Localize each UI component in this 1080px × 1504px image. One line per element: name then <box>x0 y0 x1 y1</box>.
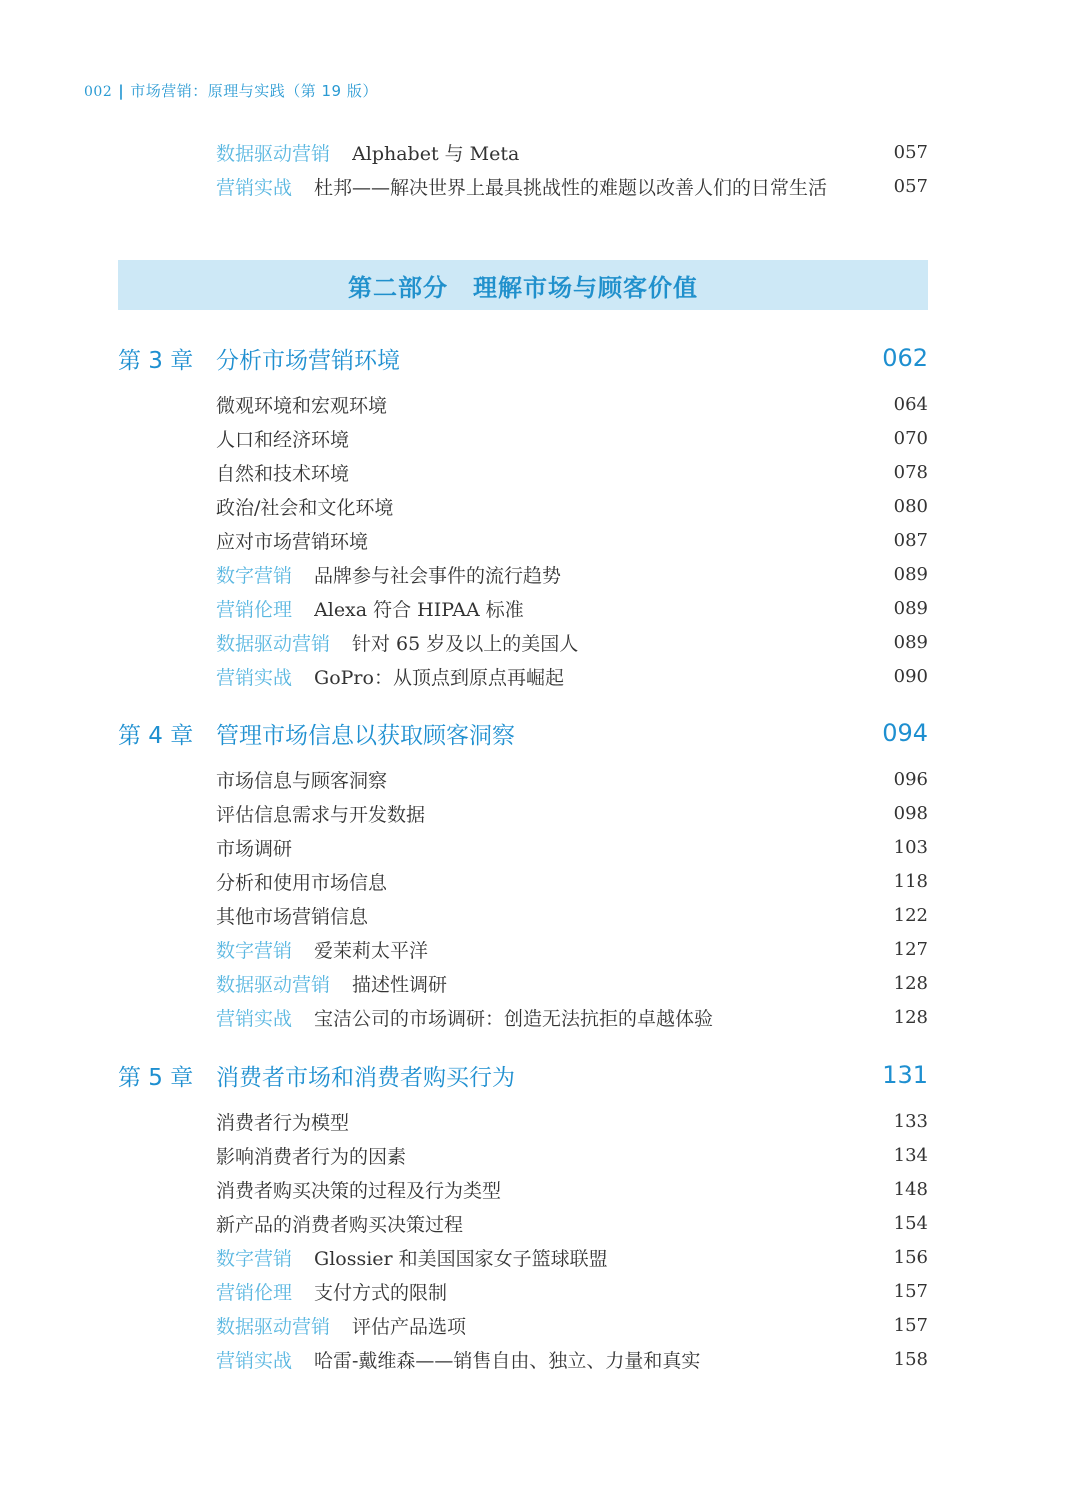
toc-entry[interactable] <box>216 387 928 421</box>
header-book-title: 市场营销：原理与实践（第 19 版） <box>130 82 378 100</box>
header-page-number: 002 <box>84 84 113 100</box>
toc-entry-title: GoPro：从顶点到原点再崛起 <box>314 666 564 689</box>
toc-entry[interactable] <box>216 762 928 796</box>
toc-entry-title: 宝洁公司的市场调研：创造无法抗拒的卓越体验 <box>314 1007 714 1030</box>
toc-entry-title: 针对 65 岁及以上的美国人 <box>352 632 579 655</box>
toc-entry[interactable] <box>216 1172 928 1206</box>
toc-entry[interactable] <box>216 1308 928 1342</box>
part-title: 第二部分 理解市场与顾客价值 <box>348 273 698 302</box>
toc-entry-page: 133 <box>893 1110 928 1132</box>
toc-entry-page: 078 <box>893 461 928 483</box>
toc-entry-title: 新产品的消费者购买决策过程 <box>216 1213 464 1236</box>
toc-entry-page: 064 <box>893 393 928 415</box>
chapter-page: 062 <box>882 344 928 372</box>
toc-entry[interactable] <box>216 1000 928 1034</box>
toc-entry[interactable] <box>216 659 928 693</box>
toc-entry-title: Alexa 符合 HIPAA 标准 <box>314 598 524 621</box>
toc-entry-page: 122 <box>893 904 928 926</box>
toc-entry-page: 134 <box>893 1144 928 1166</box>
toc-entry-tag: 数据驱动营销 <box>216 632 331 655</box>
toc-entry[interactable] <box>216 966 928 1000</box>
toc-entry-title: 市场信息与顾客洞察 <box>216 769 388 792</box>
toc-entry-page: 158 <box>893 1348 928 1370</box>
chapter-heading-4[interactable] <box>118 713 928 753</box>
chapter-number: 第 5 章 <box>118 1064 194 1091</box>
toc-entry-page: 128 <box>893 1006 928 1028</box>
toc-entry-page: 080 <box>893 495 928 517</box>
toc-entry[interactable] <box>216 523 928 557</box>
toc-entry-page: 090 <box>893 665 928 687</box>
toc-entry-title: 哈雷-戴维森——销售自由、独立、力量和真实 <box>314 1349 701 1372</box>
toc-entry-page: 098 <box>893 802 928 824</box>
chapter-heading-3[interactable] <box>118 338 928 378</box>
toc-entry-page: 096 <box>893 768 928 790</box>
header-separator: | <box>118 82 125 100</box>
toc-entry-title: 消费者行为模型 <box>216 1111 350 1134</box>
toc-entry-title: Alphabet 与 Meta <box>352 142 520 165</box>
toc-entry-title: 爱茉莉太平洋 <box>314 939 429 962</box>
toc-entry-title: 消费者购买决策的过程及行为类型 <box>216 1179 502 1202</box>
toc-entry-page: 157 <box>893 1314 928 1336</box>
toc-entry[interactable] <box>216 591 928 625</box>
toc-entry-page: 089 <box>893 631 928 653</box>
toc-entry-page: 148 <box>893 1178 928 1200</box>
toc-entry-tag: 营销实战 <box>216 1007 293 1030</box>
toc-entry[interactable] <box>216 796 928 830</box>
toc-entry-tag: 营销伦理 <box>216 1281 293 1304</box>
toc-entry-page: 057 <box>893 175 928 197</box>
toc-entry-title: 自然和技术环境 <box>216 462 350 485</box>
toc-entry-tag: 营销伦理 <box>216 598 293 621</box>
chapter-title: 管理市场信息以获取顾客洞察 <box>216 722 515 749</box>
toc-entry-page: 057 <box>893 141 928 163</box>
chapter-page: 131 <box>882 1061 928 1089</box>
toc-entry-page: 103 <box>893 836 928 858</box>
toc-entry-page: 118 <box>893 870 928 892</box>
chapter-title: 消费者市场和消费者购买行为 <box>216 1064 515 1091</box>
toc-entry[interactable] <box>216 557 928 591</box>
toc-entry-tag: 营销实战 <box>216 1349 293 1372</box>
toc-entry-page: 127 <box>893 938 928 960</box>
chapter-number: 第 3 章 <box>118 347 194 374</box>
toc-entry-title: 评估产品选项 <box>352 1315 467 1338</box>
toc-entry[interactable] <box>216 1274 928 1308</box>
toc-entry-title: 政治/社会和文化环境 <box>216 496 394 519</box>
toc-entry-page: 089 <box>893 563 928 585</box>
toc-entry[interactable] <box>216 135 928 169</box>
toc-entry-title: 影响消费者行为的因素 <box>216 1145 407 1168</box>
chapter-page: 094 <box>882 719 928 747</box>
part-banner <box>118 260 928 310</box>
toc-entry[interactable] <box>216 830 928 864</box>
toc-entry[interactable] <box>216 421 928 455</box>
toc-entry-tag: 营销实战 <box>216 666 293 689</box>
toc-entry-tag: 数据驱动营销 <box>216 973 331 996</box>
toc-entry[interactable] <box>216 932 928 966</box>
toc-entry-title: 分析和使用市场信息 <box>216 871 388 894</box>
toc-entry[interactable] <box>216 1342 928 1376</box>
running-header <box>84 80 378 101</box>
chapter-number: 第 4 章 <box>118 722 194 749</box>
toc-entry-title: 微观环境和宏观环境 <box>216 394 388 417</box>
toc-entry-title: 评估信息需求与开发数据 <box>216 803 426 826</box>
toc-entry-title: 市场调研 <box>216 837 293 860</box>
toc-entry-tag: 数字营销 <box>216 564 293 587</box>
toc-entry-page: 089 <box>893 597 928 619</box>
toc-entry[interactable] <box>216 455 928 489</box>
toc-entry-page: 156 <box>893 1246 928 1268</box>
toc-entry[interactable] <box>216 1206 928 1240</box>
toc-entry-title: 应对市场营销环境 <box>216 530 369 553</box>
toc-entry-page: 157 <box>893 1280 928 1302</box>
toc-entry-page: 128 <box>893 972 928 994</box>
toc-entry[interactable] <box>216 625 928 659</box>
chapter-title: 分析市场营销环境 <box>216 347 400 374</box>
toc-entry-page: 070 <box>893 427 928 449</box>
toc-entry[interactable] <box>216 898 928 932</box>
toc-entry[interactable] <box>216 864 928 898</box>
chapter-heading-5[interactable] <box>118 1055 928 1095</box>
toc-entry[interactable] <box>216 489 928 523</box>
toc-entry[interactable] <box>216 1240 928 1274</box>
toc-entry-title: 描述性调研 <box>352 973 448 996</box>
toc-entry-tag: 数字营销 <box>216 939 293 962</box>
toc-entry-tag: 数据驱动营销 <box>216 1315 331 1338</box>
toc-entry-title: 品牌参与社会事件的流行趋势 <box>314 564 562 587</box>
toc-entry-title: 支付方式的限制 <box>314 1281 448 1304</box>
toc-entry-tag: 数字营销 <box>216 1247 293 1270</box>
toc-entry-title: 其他市场营销信息 <box>216 905 369 928</box>
toc-entry[interactable] <box>216 1138 928 1172</box>
toc-entry-page: 087 <box>893 529 928 551</box>
toc-entry-title: 杜邦——解决世界上最具挑战性的难题以改善人们的日常生活 <box>314 176 828 199</box>
toc-entry-title: Glossier 和美国国家女子篮球联盟 <box>314 1247 608 1270</box>
toc-entry-tag: 营销实战 <box>216 176 293 199</box>
toc-entry-page: 154 <box>893 1212 928 1234</box>
toc-entry-title: 人口和经济环境 <box>216 428 350 451</box>
toc-entry[interactable] <box>216 169 928 203</box>
toc-entry[interactable] <box>216 1104 928 1138</box>
toc-entry-tag: 数据驱动营销 <box>216 142 331 165</box>
